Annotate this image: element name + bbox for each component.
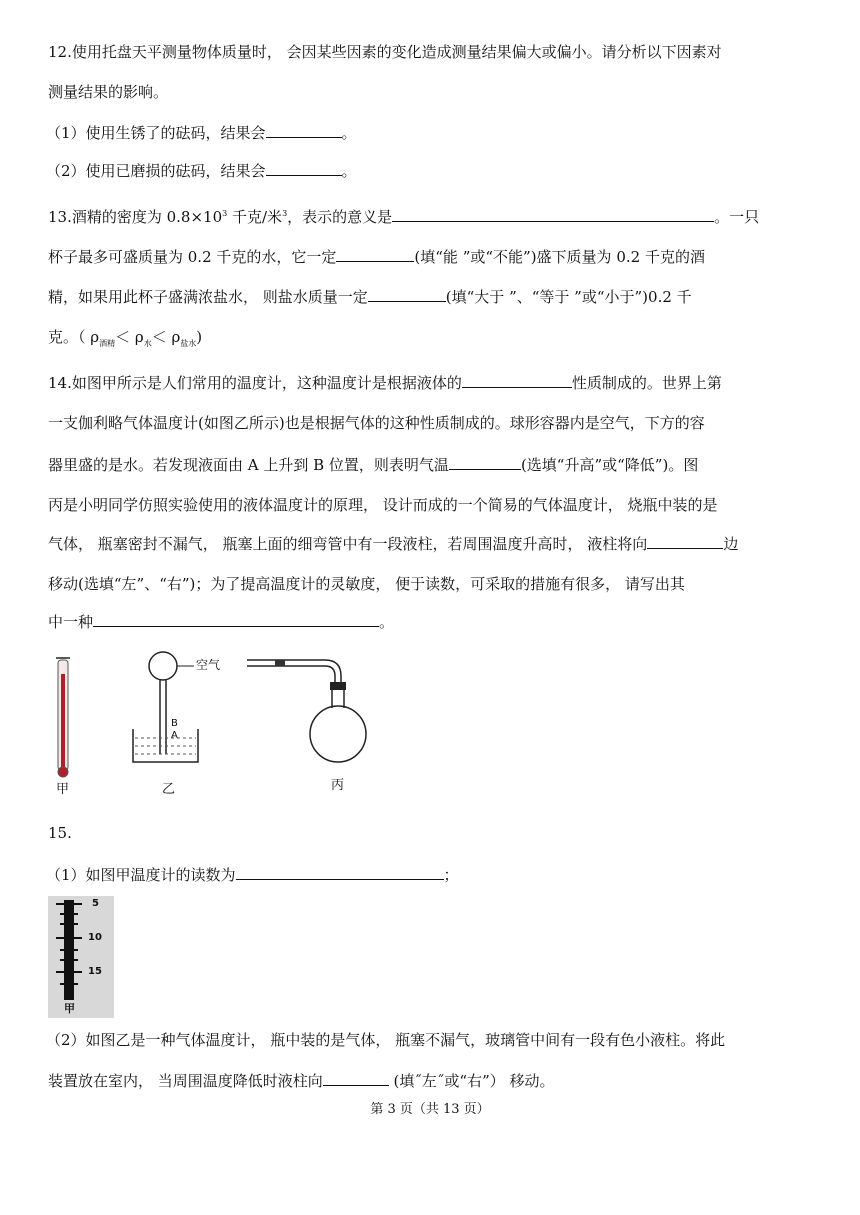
scale-label: 10: [88, 932, 102, 943]
scale-label: 5: [92, 898, 99, 909]
q13-text: 杯子最多可盛质量为 0.2 千克的水，它一定: [48, 248, 337, 266]
q14-text: 中一种: [48, 613, 94, 631]
q12-line1: 12.使用托盘天平测量物体质量时， 会因某些因素的变化造成测量结果偏大或偏小。请分析以下因素对: [48, 43, 722, 61]
q15-text: ；: [443, 866, 459, 884]
answer-blank[interactable]: [266, 122, 342, 138]
q12-item1: [46, 122, 357, 143]
q14-text: 性质制成的。世界上第: [571, 374, 722, 392]
q13-line3: [48, 286, 692, 307]
q13-sup: 3: [222, 209, 228, 218]
q13-text: ＜ ρ: [151, 328, 181, 346]
q14-text: 器里盛的是水。若发现液面由 A 上升到 B 位置，则表明气温: [48, 456, 449, 474]
caption-jia: 甲: [56, 782, 70, 797]
q13-text: 精，如果用此杯子盛满浓盐水， 则盐水质量一定: [48, 288, 368, 306]
q13-line4: [48, 327, 202, 354]
q13-line2: [48, 246, 705, 267]
q14-line3: [48, 454, 698, 475]
q14-text: 。: [379, 613, 395, 631]
q15-text: (填˝左˝或“右”） 移动。: [388, 1072, 555, 1090]
q15-text: （1）如图甲温度计的读数为: [46, 866, 236, 884]
q13-text: (填“大于 ”、“等于 ”或“小于”)0.2 千: [445, 288, 692, 306]
q13-sub: 盐水: [180, 339, 197, 348]
answer-blank[interactable]: [93, 611, 379, 627]
q14-line5: [48, 533, 738, 554]
q14-text: 边: [723, 535, 739, 553]
q13-text: ，表示的意义是: [287, 208, 393, 226]
answer-blank[interactable]: [236, 864, 444, 880]
answer-blank[interactable]: [647, 533, 723, 549]
q13-sup: 3: [282, 209, 288, 218]
q14-line1: [48, 372, 722, 393]
galileo-thermometer-icon: [128, 644, 238, 774]
figure-yi-galileo-thermometer: [128, 644, 238, 800]
thermometer-jia-icon: [48, 656, 78, 796]
scale-label: 15: [88, 966, 102, 977]
answer-blank[interactable]: [323, 1070, 389, 1086]
q13-text: ＜ ρ: [115, 328, 144, 346]
answer-blank[interactable]: [368, 286, 446, 302]
page-footer: 第 3 页（共 13 页）: [370, 1102, 490, 1117]
q15-number: 15.: [48, 824, 72, 842]
q14-line4: 丙是小明同学仿照实验使用的液体温度计的原理， 设计而成的一个简易的气体温度计， 烧瓶中装的是: [48, 496, 718, 514]
q15-text: 装置放在室内， 当周围温度降低时液柱向: [48, 1072, 323, 1090]
caption-jia: 甲: [64, 1002, 75, 1015]
caption-bing: 丙: [331, 778, 345, 793]
figure-bing-flask: [245, 656, 385, 796]
q13-text: 千克/米: [227, 208, 283, 226]
q12-item2-text: （2）使用已磨损的砝码，结果会: [46, 162, 266, 180]
q15-item1: [46, 864, 459, 885]
q14-text: 14.如图甲所示是人们常用的温度计，这种温度计是根据液体的: [48, 374, 462, 392]
q13-sub: 酒精: [99, 339, 116, 348]
q14-line2: 一支伽利略气体温度计(如图乙所示)也是根据气体的这种性质制成的。球形容器内是空气，下方的容: [48, 414, 705, 432]
q14-text: 气体， 瓶塞密封不漏气， 瓶塞上面的细弯管中有一段液柱，若周围温度升高时， 液柱将向: [48, 535, 648, 553]
caption-yi: 乙: [162, 782, 176, 797]
answer-blank[interactable]: [392, 206, 714, 222]
q13-text: ): [196, 328, 203, 346]
label-b: B: [171, 718, 178, 729]
q14-line6: 移动(选填“左”、“右”)；为了提高温度计的灵敏度， 便于读数，可采取的措施有很多， 请写出其: [48, 575, 685, 593]
q12-item1-text: （1）使用生锈了的砝码，结果会: [46, 124, 266, 142]
q12-line2: 测量结果的影响。: [48, 83, 169, 101]
q12-item2-end: 。: [341, 162, 357, 180]
answer-blank[interactable]: [449, 454, 521, 470]
answer-blank[interactable]: [462, 372, 572, 388]
q13-text: 。一只: [714, 208, 760, 226]
q13-sub: 水: [143, 339, 152, 348]
q12-item1-end: 。: [341, 124, 357, 142]
q14-line7: [48, 611, 394, 632]
q12-item2: [46, 160, 357, 181]
figure-jia-thermometer: [48, 656, 78, 796]
q13-text: (填“能 ”或“不能”)盛下质量为 0.2 千克的酒: [414, 248, 705, 266]
figure-q15-thermometer: [48, 896, 114, 1018]
answer-blank[interactable]: [266, 160, 342, 176]
q13-line1: [48, 204, 759, 227]
q15-item2-line2: [48, 1070, 555, 1091]
label-a: A: [171, 730, 178, 741]
q15-item2-line1: （2）如图乙是一种气体温度计， 瓶中装的是气体， 瓶塞不漏气，玻璃管中间有一段有色小液柱。将此: [46, 1031, 726, 1049]
flask-gas-thermometer-icon: [245, 656, 385, 776]
answer-blank[interactable]: [336, 246, 414, 262]
q13-text: 13.酒精的密度为 0.8×10: [48, 208, 223, 226]
q14-text: (选填“升高”或“降低”)。图: [520, 456, 699, 474]
thermometer-scale-icon: [48, 896, 114, 1018]
q13-text: 克。（ ρ: [48, 328, 100, 346]
label-air: 空气: [196, 658, 221, 672]
